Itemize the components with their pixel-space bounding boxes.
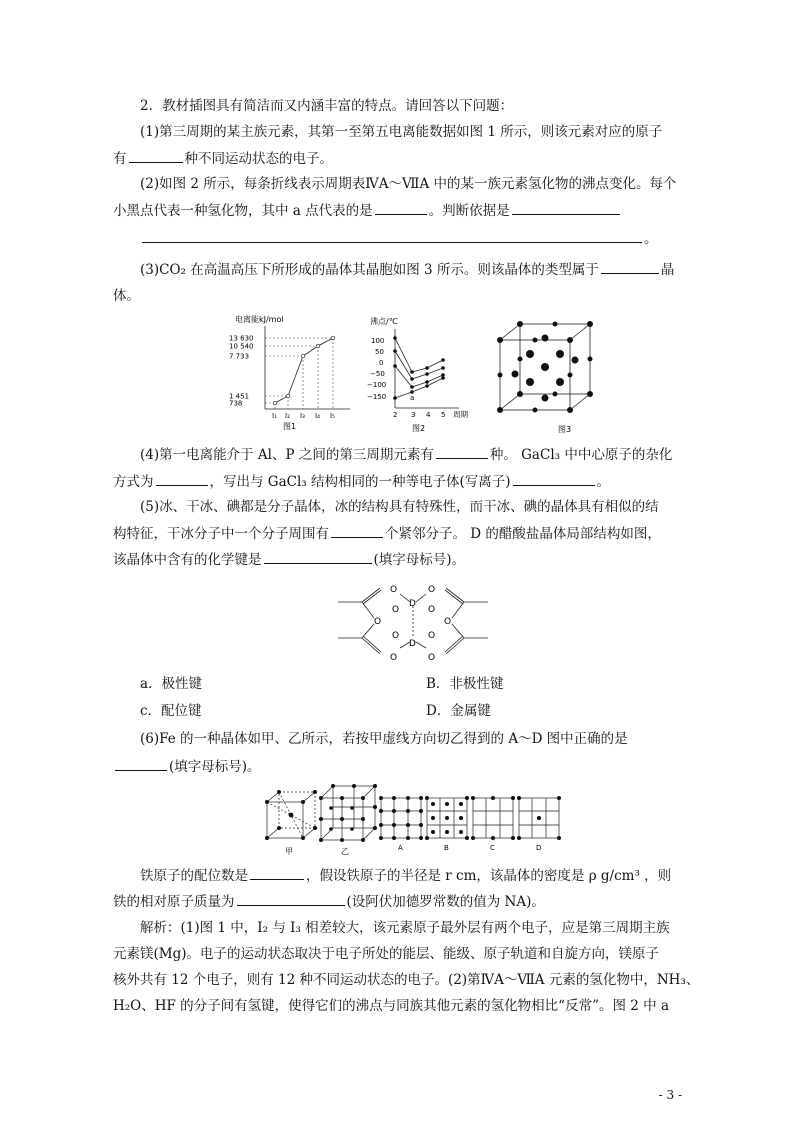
answer-blank[interactable] [436,444,488,459]
q5-line1: (5)冰、干冰、碘都是分子晶体，冰的结构具有特殊性，而干冰、碘的晶体具有相似的结 [140,499,659,515]
fig2-ytick: −100 [367,381,387,389]
atom-o: O [392,605,400,615]
atom-o: O [428,653,436,663]
fig1-point [273,401,277,405]
q4-line1: (4)第一电离能介于 Al、P 之间的第三周期元素有 种。 GaCl₃ 中中心原子的杂化 [140,444,672,465]
option-c[interactable]: c．配位键 [140,703,202,719]
solution-line2: 元素镁(Mg)。电子的运动状态取决于电子所处的能层、能级、原子轨道和自旋方向，镁原子 [113,946,659,962]
figure-2-boiling-chart [367,314,487,434]
atom-o: O [374,617,382,627]
figure-1-ionization-chart [225,312,355,434]
fig1-xtick: I₃ [300,412,305,420]
fig1-caption: 图1 [283,422,297,431]
solution-line1: 解析：(1)图 1 中，I₂ 与 I₃ 相差较大，该元素原子最外层有两个电子，应是第三周期主族 [140,920,670,936]
fig2-xlabel: 周期 [453,410,468,419]
fig1-point [301,354,305,358]
answer-blank[interactable] [129,148,183,163]
question-intro: 2．教材插图具有简洁而又内涵丰富的特点。请回答以下问题： [140,98,514,114]
fig1-ylabel: 电离能kJ/mol [235,315,284,324]
atom-o: O [444,617,452,627]
figure-3-crystal-cell [492,318,602,434]
fig3-caption: 图3 [558,425,572,434]
atom-o: O [392,631,400,641]
q5-line3: 该晶体中含有的化学键是 (填字母标号)。 [113,549,465,570]
q1-line2: 有 种不同运动状态的电子。 [113,148,333,169]
fe-option-label: A [398,844,403,852]
fig2-xtick: 5 [441,411,446,419]
q3-line2: 体。 [113,288,140,304]
option-a[interactable]: a．极性键 [140,676,203,692]
atom-o: O [428,585,436,595]
fig2-ytick: −150 [367,393,387,401]
solution-line4: H₂O、HF 的分子间有氢键，使得它们的沸点与同族其他元素的氢化物相比“反常”。图 2 中 a [113,998,669,1014]
answer-blank[interactable] [115,756,167,771]
fig2-caption: 图2 [412,424,426,433]
fig1-xtick: I₂ [285,412,290,420]
fe-option-label: D [536,844,542,852]
fig1-point [286,394,290,398]
option-d[interactable]: D．金属键 [426,703,491,719]
answer-blank[interactable] [513,471,595,486]
answer-blank[interactable] [156,471,208,486]
atom-d: D [409,599,416,609]
fig2-ytick: 100 [371,337,385,345]
atom-o: O [428,631,436,641]
q2-line1: (2)如图 2 所示，每条折线表示周期表ⅣA～ⅦA 中的某一族元素氢化物的沸点变化。每个 [140,176,677,192]
q5-line2: 构特征，干冰分子中一个分子周围有 个紧邻分子。 D 的醋酸盐晶体局部结构如图， [113,523,661,544]
atom-d: D [409,639,416,649]
q7-line2: 铁的相对原子质量为 (设阿伏加德罗常数的值为 NA)。 [113,891,545,912]
fig1-ytick: 13 630 [229,334,254,343]
answer-blank[interactable] [512,200,620,215]
answer-blank[interactable] [331,523,383,538]
q3-line1: (3)CO₂ 在高温高压下所形成的晶体其晶胞如图 3 所示。则该晶体的类型属于 晶 [140,259,674,280]
acetate-structure-diagram [338,580,488,668]
atom-o: O [428,605,436,615]
q4-line2: 方式为 ，写出与 GaCl₃ 结构相同的一种等电子体(写离子) 。 [113,471,610,492]
fe-crystal-figures [263,780,563,860]
fe-label-jia: 甲 [285,847,293,856]
fig2-ytick: 0 [379,359,384,367]
q6-line1: (6)Fe 的一种晶体如甲、乙所示，若按甲虚线方向切乙得到的 A～D 图中正确的是 [140,731,628,747]
answer-blank[interactable] [264,549,372,564]
answer-blank[interactable] [375,200,427,215]
page-number: - 3 - [658,1088,682,1102]
answer-blank[interactable] [142,228,642,243]
q7-line1: 铁原子的配位数是 ，假设铁原子的半径是 r cm，该晶体的密度是 ρ g/cm³ ，则 [140,865,671,886]
fig1-point [316,344,320,348]
fig1-ytick: 7 733 [229,352,250,361]
q1-line1: (1)第三周期的某主族元素，其第一至第五电离能数据如图 1 所示，则该元素对应的原子 [140,124,663,140]
fig2-ylabel: 沸点/℃ [370,317,398,326]
fig1-xtick: I₄ [315,412,320,420]
fig2-ytick: −50 [370,370,385,378]
fe-option-label: C [490,844,495,852]
fig1-ytick: 738 [229,399,243,408]
fig2-point-a: a [410,394,415,402]
answer-blank[interactable] [601,259,659,274]
fig2-xtick: 2 [393,411,398,419]
fig1-point [331,336,335,340]
fig2-xtick: 4 [426,411,431,419]
fig1-xtick: I₁ [272,412,277,420]
atom-o: O [390,653,398,663]
q2-line3: 。 [140,228,658,249]
fig2-xtick: 3 [411,411,416,419]
atom-o: O [390,585,398,595]
option-b[interactable]: B．非极性键 [426,676,504,692]
fig1-ytick: 10 540 [229,342,254,351]
q6-line2: (填字母标号)。 [113,756,261,777]
solution-line3: 核外共有 12 个电子，则有 12 种不同运动状态的电子。(2)第ⅣA～ⅦA 元素的氢化物中，NH₃、 [113,972,700,988]
fig2-ytick: 50 [375,348,384,356]
fig1-xtick: I₅ [330,412,335,420]
fe-label-yi: 乙 [341,847,349,856]
answer-blank[interactable] [250,865,304,880]
fig1-ytick: 1 451 [229,392,250,401]
answer-blank[interactable] [237,891,345,906]
fe-option-label: B [444,844,449,852]
q2-line2: 小黑点代表一种氢化物，其中 a 点代表的是 。判断依据是 [113,200,622,221]
